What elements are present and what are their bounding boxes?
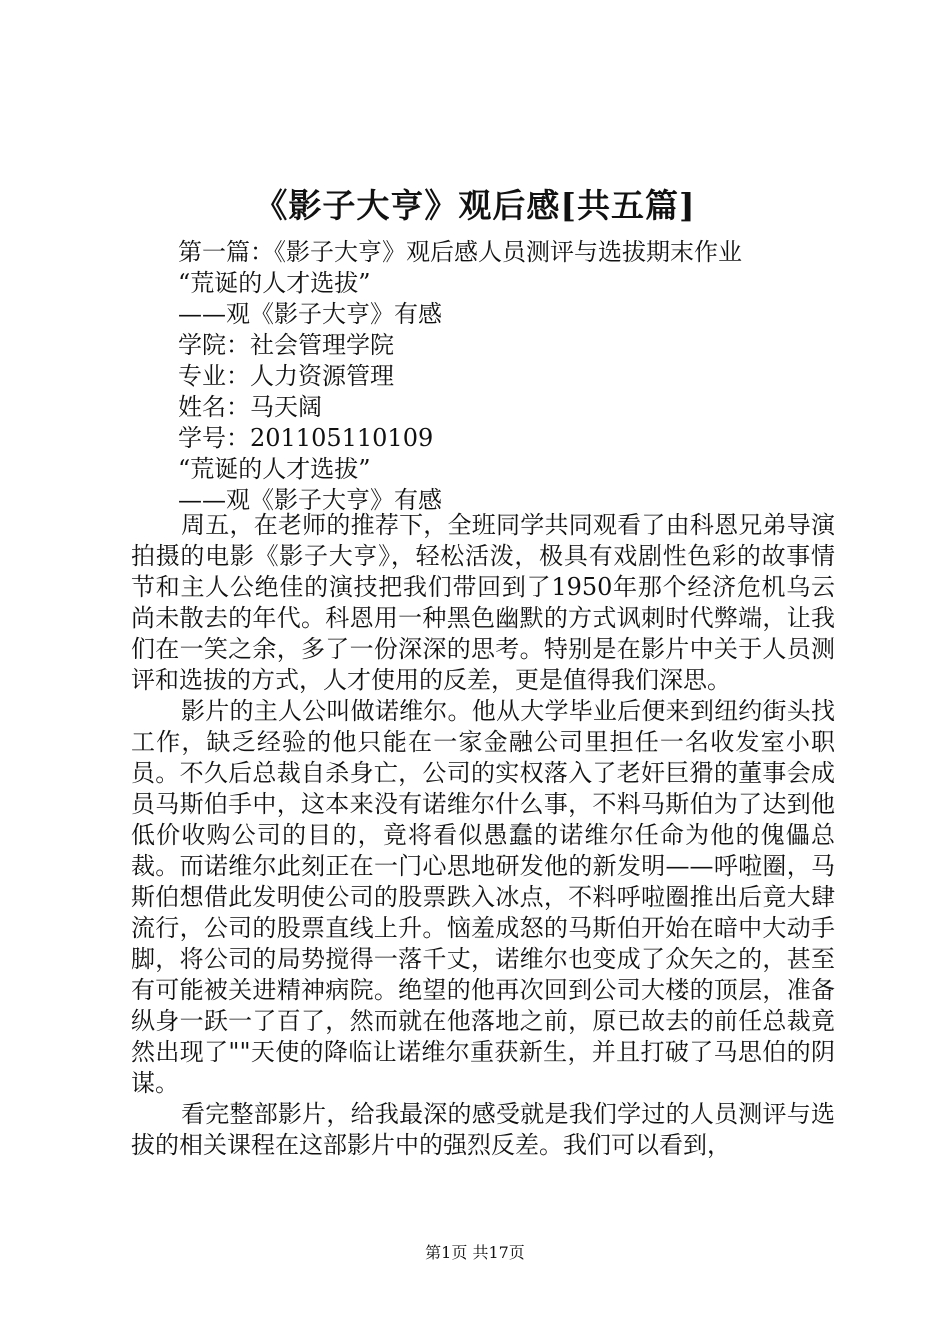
essay-title-repeat: “荒诞的人才选拔” (178, 455, 371, 483)
body-paragraph: 周五，在老师的推荐下，全班同学共同观看了由科恩兄弟导演拍摄的电影《影子大亨》，轻松活泼，极具有戏剧性色彩的故事情节和主人公绝佳的演技把我们带回到了1950年那个经济危机乌云尚未散去的年代。科恩用一种黑色幽默的方式讽刺时代弊端，让我们在一笑之余，多了一份深深的思考。特别是在影片中关于人员测评和选拔的方式，人才使用的反差，更是值得我们深思。 (131, 511, 835, 694)
body-paragraph: 影片的主人公叫做诺维尔。他从大学毕业后便来到纽约街头找工作，缺乏经验的他只能在一家金融公司里担任一名收发室小职员。不久后总裁自杀身亡，公司的实权落入了老奸巨猾的董事会成员马斯伯手中，这本来没有诺维尔什么事，不料马斯伯为了达到他低价收购公司的目的，竟将看似愚蠢的诺维尔任命为他的傀儡总裁。而诺维尔此刻正在一门心思地研发他的新发明——呼啦圈，马斯伯想借此发明使公司的股票跌入冰点，不料呼啦圈推出后竟大肆流行，公司的股票直线上升。恼羞成怒的马斯伯开始在暗中大动手脚，将公司的局势搅得一落千丈，诺维尔也变成了众矢之的，甚至有可能被关进精神病院。绝望的他再次回到公司大楼的顶层，准备纵身一跃一了百了，然而就在他落地之前，原已故去的前任总裁竟然出现了""天使的降临让诺维尔重获新生，并且打破了马思伯的阴谋。 (131, 697, 835, 1097)
essay-subtitle: ——观《影子大亨》有感 (178, 300, 442, 328)
essay-title: “荒诞的人才选拔” (178, 269, 371, 297)
essay-subtitle-repeat: ——观《影子大亨》有感 (178, 486, 442, 514)
student-id-line: 学号：201105110109 (178, 424, 434, 452)
document-header-block (178, 237, 878, 516)
page-footer: 第1页 共17页 (425, 1243, 525, 1262)
name-line: 姓名：马天阔 (178, 393, 322, 421)
section-heading: 第一篇：《影子大亨》观后感人员测评与选拔期末作业 (178, 238, 742, 266)
document-title: 《影子大亨》观后感[共五篇] (254, 186, 696, 225)
document-body (131, 510, 835, 1161)
college-line: 学院：社会管理学院 (178, 331, 394, 359)
body-paragraph: 看完整部影片，给我最深的感受就是我们学过的人员测评与选拔的相关课程在这部影片中的强烈反差。我们可以看到， (131, 1100, 835, 1159)
major-line: 专业：人力资源管理 (178, 362, 394, 390)
